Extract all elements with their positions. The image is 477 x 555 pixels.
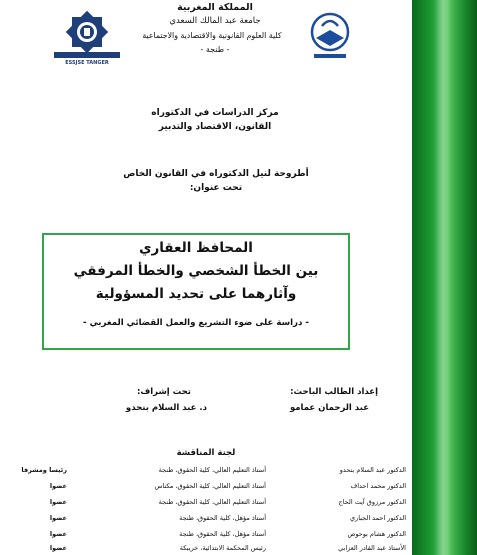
jury-member-name: الأستاذ عبد القادر العزابي bbox=[338, 544, 406, 552]
jury-row bbox=[0, 544, 412, 555]
title-subtitle: - دراسة على ضوء التشريع والعمل القضائي المغربي - bbox=[83, 318, 309, 328]
header-faculty: كلية العلوم القانونية والاقتصادية والاجتماعية bbox=[142, 31, 282, 40]
doctoral-center: مركز الدراسات في الدكتوراه bbox=[151, 108, 279, 118]
header-kingdom: المملكة المغربية bbox=[177, 2, 253, 13]
jury-member-name: الدكتور مرزوق آيت الحاج bbox=[338, 498, 406, 506]
doctoral-fields: القانون، الاقتصاد والتدبير bbox=[158, 122, 272, 132]
title-main: المحافظ العقاري bbox=[139, 240, 253, 256]
jury-member-role: عضوا bbox=[49, 530, 67, 538]
jury-row bbox=[0, 498, 412, 514]
supervisor-name: د. عبد السلام بنحدو bbox=[125, 403, 207, 413]
jury-member-position: أستاذ التعليم العالي، كلية الحقوق، مكناس bbox=[154, 482, 266, 490]
title-box bbox=[42, 233, 350, 350]
green-side-band bbox=[412, 0, 477, 555]
jury-member-role: عضوا bbox=[49, 514, 67, 522]
jury-title: لجنة المناقشة bbox=[176, 448, 236, 458]
thesis-degree: أطروحة لنيل الدكتوراه في القانون الخاص bbox=[123, 169, 309, 179]
jury-member-role: عضوا bbox=[49, 482, 67, 490]
jury-member-role: رئيسا ومشرفا bbox=[21, 466, 67, 474]
supervisor-label: تحت إشراف: bbox=[136, 387, 191, 397]
jury-member-position: أستاذ مؤهل، كلية الحقوق، طنجة bbox=[179, 530, 266, 538]
jury-row bbox=[0, 514, 412, 530]
jury-member-name: الدكتور عبد السلام بنحدو bbox=[339, 466, 406, 474]
jury-member-role: عضوا bbox=[49, 544, 67, 552]
jury-member-position: أستاذ التعليم العالي، كلية الحقوق، طنجة bbox=[158, 498, 266, 506]
left-logo-caption: ESSJSE TANGER bbox=[65, 60, 109, 66]
student-name: عبد الرحمان عمامو bbox=[289, 403, 369, 413]
title-line-3: وآثارهما على تحديد المسؤولية bbox=[95, 286, 297, 302]
header-city: - طنجة - bbox=[200, 45, 230, 54]
jury-row bbox=[0, 466, 412, 482]
jury-member-position: رئيس المحكمة الابتدائية، خريبكة bbox=[179, 544, 266, 552]
student-label: إعداد الطالب الباحث: bbox=[290, 387, 378, 397]
jury-member-name: الدكتور احمد الجباري bbox=[349, 514, 406, 522]
jury-member-position: أستاذ التعليم العالي، كلية الحقوق، طنجة bbox=[158, 466, 266, 474]
title-line-2: بين الخطأ الشخصي والخطأ المرفقي bbox=[73, 263, 319, 279]
jury-member-position: أستاذ مؤهل، كلية الحقوق، طنجة bbox=[179, 514, 266, 522]
jury-member-role: عضوا bbox=[49, 498, 67, 506]
header-university: جامعة عبد المالك السعدي bbox=[169, 16, 261, 26]
jury-row bbox=[0, 482, 412, 498]
thesis-title-intro: تحت عنوان: bbox=[189, 183, 243, 193]
jury-member-name: الدكتور هشام بوحوص bbox=[347, 530, 406, 538]
jury-member-name: الدكتور محمد احداف bbox=[350, 482, 406, 490]
